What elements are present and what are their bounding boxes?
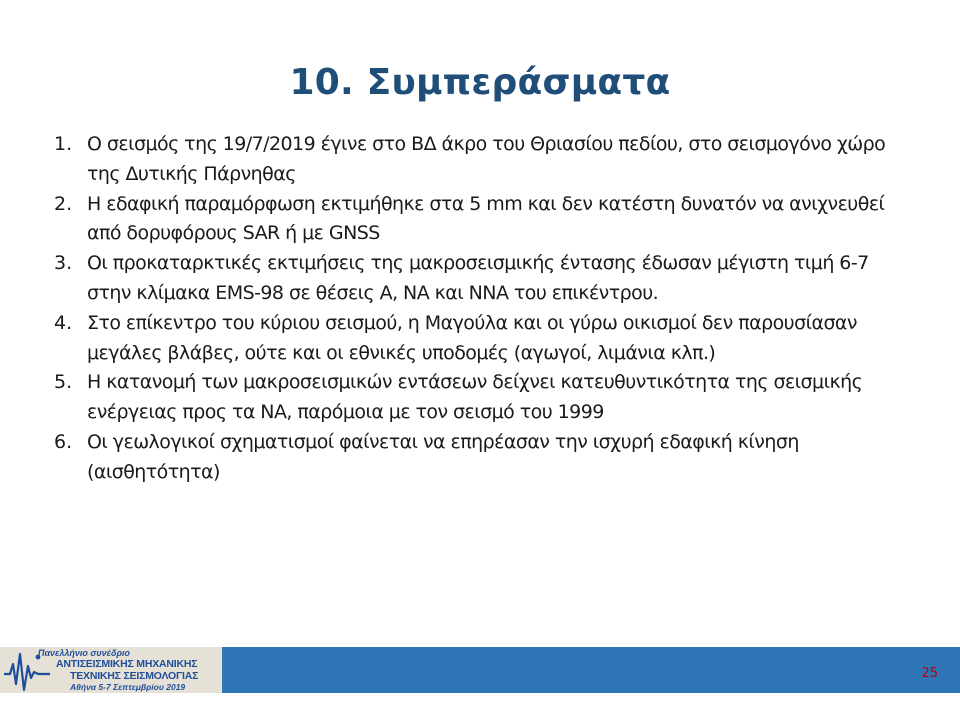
list-item-number: 6. (54, 430, 73, 453)
list-item-text: Ο σεισμός της 19/7/2019 έγινε στο ΒΔ άκρο του Θριασίου πεδίου, στο σεισμογόνο χώρο της Δυτικής Πάρνηθας (87, 133, 886, 185)
logo-title-line2: ΤΕΧΝΙΚΗΣ ΣΕΙΣΜΟΛΟΓΙΑΣ (70, 670, 199, 682)
slide-title: 10. Συμπεράσματα (289, 62, 671, 103)
page-number: 25 (921, 666, 938, 681)
list-item (54, 249, 914, 309)
list-item-number: 3. (54, 252, 73, 275)
list-item-number: 4. (54, 311, 73, 334)
list-item-number: 2. (54, 192, 73, 215)
list-item (54, 368, 914, 428)
list-item-text: Στο επίκεντρο του κύριου σεισμού, η Μαγούλα και οι γύρω οικισμοί δεν παρουσίασαν μεγάλες βλάβες, ούτε και οι εθνικές υποδομές (αγωγοί, λιμάνια κλπ.) (87, 311, 857, 364)
list-item-text: Οι προκαταρκτικές εκτιμήσεις της μακροσεισμικής έντασης έδωσαν μέγιστη τιμή 6-7 στην κλίμακα EMS-98 σε θέσεις Α, ΝΑ και ΝΝΑ του επικέντρου. (87, 252, 869, 304)
list-item (54, 309, 914, 369)
conclusions-list (54, 130, 914, 488)
list-item-text: Η εδαφική παραμόρφωση εκτιμήθηκε στα 5 mm και δεν κατέστη δυνατόν να ανιχνευθεί από δορυφόρους SAR ή με GNSS (87, 192, 885, 245)
list-item-text: Οι γεωλογικοί σχηματισμοί φαίνεται να επηρέασαν την ισχυρή εδαφική κίνηση (αισθητότητα) (87, 430, 799, 483)
list-item-number: 5. (54, 371, 73, 394)
conference-logo (0, 647, 222, 693)
list-item-text: Η κατανομή των μακροσεισμικών εντάσεων δείχνει κατευθυντικότητα της σεισμικής ενέργειας προς τα ΝΑ, παρόμοια με τον σεισμό του 1999 (87, 371, 863, 424)
list-item-number: 1. (54, 133, 73, 155)
list-item (54, 190, 914, 250)
list-item (54, 130, 914, 190)
list-item (54, 428, 914, 488)
logo-title-line1: ΑΝΤΙΣΕΙΣΜΙΚΗΣ ΜΗΧΑΝΙΚΗΣ (56, 658, 198, 670)
logo-conference-type: Πανελλήνιο συνέδριο (38, 648, 130, 658)
logo-date: Αθήνα 5-7 Σεπτεμβρίου 2019 (70, 682, 186, 692)
